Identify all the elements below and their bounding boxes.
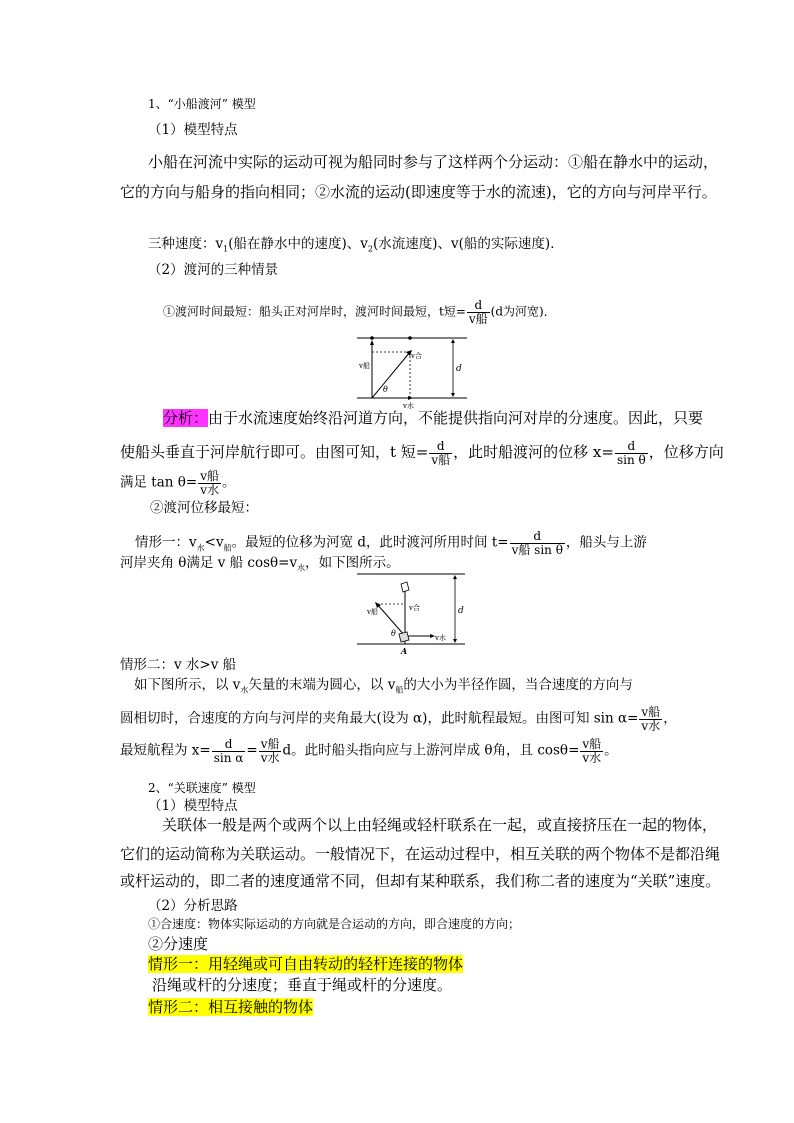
analysis-frac2 — [615, 440, 648, 466]
sit2-text-3a: 最短航程为 x= — [120, 742, 211, 759]
analysis-frac3 — [198, 470, 221, 496]
section1-title: 1、“小船渡河” 模型 — [148, 97, 256, 111]
fig2-label-vboat: v船 — [367, 608, 378, 616]
situation2-line3 — [120, 738, 618, 764]
section2-para-line2: 它们的运动简称为关联运动。一般情况下，在运动过程中，相互关联的两个物体不是都沿绳 — [120, 845, 721, 863]
fig2-label-a: A — [401, 646, 408, 656]
situation2-heading: 情形二：v 水>v 船 — [120, 657, 237, 673]
sit2-text-1b: 矢量的末端为圆心，以 v — [248, 677, 396, 693]
fig2-label-vcomb: v合 — [409, 604, 420, 612]
section2-heading-analysis: （2）分析思路 — [148, 898, 238, 914]
section2-highlight-situation2 — [148, 1000, 313, 1015]
section2-heading-features: （1）模型特点 — [148, 798, 238, 814]
section2-para-line3: 或杆运动的，即二者的速度通常不同，但却有某种联系，我们称二者的速度为“关联”速度。 — [120, 872, 721, 890]
highlight-situation2-text: 情形二：相互接触的物体 — [148, 998, 314, 1016]
sit1-frac — [510, 530, 565, 556]
sit2-frac-cos-num: v船 — [582, 737, 602, 751]
sit2-equals: = — [246, 742, 258, 759]
sit2-text-3b: d。此时船头指向应与上游河岸成 θ角，且 cosθ= — [282, 742, 580, 759]
speeds-sub1: 1 — [223, 244, 229, 254]
analysis-frac3-den: v水 — [200, 482, 219, 497]
sit2-text-3c: 。 — [604, 742, 618, 759]
fig2-label-theta: θ — [391, 629, 396, 638]
analysis-text1: 由于水流速度始终沿河道方向，不能提供指向河对岸的分速度。因此，只要 — [208, 409, 704, 427]
figure-shortest-displacement-diagram — [355, 570, 470, 658]
sit1-frac-den: v船 sin θ — [511, 542, 563, 557]
sit2-text-2b: ， — [663, 710, 677, 727]
analysis-text3a: 满足 tan θ= — [120, 474, 198, 491]
sit1-text-e: 河岸夹角 θ满足 v 船 cosθ=v — [120, 555, 298, 571]
fig1-label-theta: θ — [383, 385, 388, 394]
speeds-text-a: 三种速度：v — [148, 236, 224, 252]
analysis-text2a: 使船头垂直于河岸航行即可。由图可知，t 短= — [120, 443, 429, 462]
situation2-line2 — [120, 706, 677, 732]
analysis-frac3-num: v船 — [200, 469, 219, 483]
analysis-label: 分析： — [163, 409, 209, 427]
fig2-label-vwater: v水 — [435, 634, 446, 642]
section1-heading-cases: （2）渡河的三种情景 — [148, 262, 279, 278]
analysis-text3b: 。 — [221, 474, 236, 491]
analysis-frac1-num: d — [429, 440, 452, 454]
analysis-frac2-num: d — [615, 440, 648, 454]
situation1-line1 — [135, 530, 647, 556]
analysis-line3 — [120, 470, 235, 496]
sit2-frac-x1-num: d — [212, 738, 246, 752]
section2-highlight-situation1 — [148, 957, 463, 972]
sit1-text-a: 情形一：v — [135, 534, 197, 551]
section1-para1-line2: 它的方向与船身的指向相同；②水流的运动(即速度等于水的流速)，它的方向与河岸平行。 — [120, 183, 717, 201]
situation2-line1 — [134, 679, 633, 695]
sit2-frac-sin-num: v船 — [641, 705, 661, 719]
speeds-sub2: 2 — [367, 244, 373, 254]
analysis-text2b: ，此时船渡河的位移 x= — [453, 443, 614, 462]
section2-item-combined-velocity: ①合速度：物体实际运动的方向就是合运动的方向，即合速度的方向； — [148, 917, 521, 931]
fig1-label-d: d — [456, 364, 462, 374]
analysis-frac1-den: v船 — [431, 452, 451, 467]
analysis-frac1 — [429, 440, 452, 466]
sit2-text-2a: 圆相切时，合速度的方向与河岸的夹角最大(设为 α)，此时航程最短。由图可知 sin α= — [120, 710, 639, 727]
sit2-frac-x2 — [259, 738, 282, 764]
speeds-text-c: (水流速度)、v(船的实际速度)． — [373, 236, 564, 252]
case2-heading: ②渡河位移最短： — [150, 500, 258, 516]
analysis-line1 — [163, 411, 703, 426]
sit1-sub2: 船 — [223, 543, 232, 553]
sit1-sub1: 水 — [196, 543, 205, 553]
sit2-frac-x1-den: sin α — [213, 750, 244, 765]
sit2-text-1c: 的大小为半径作圆，当合速度的方向与 — [403, 677, 633, 693]
case1-frac-num: d — [467, 299, 490, 313]
section2-para-line1: 关联体一般是两个或两个以上由轻绳或轻杆联系在一起，或直接挤压在一起的物体， — [162, 816, 718, 834]
sit1-text-d: ，船头与上游 — [565, 534, 647, 551]
case1-text-b: (d为河宽)． — [490, 304, 556, 319]
sit2-frac-x2-num: v船 — [260, 737, 280, 751]
sit1-sub3: 水 — [297, 563, 306, 573]
section1-heading-features: （1）模型特点 — [148, 122, 238, 138]
sit1-text-c: 。最短的位移为河宽 d，此时渡河所用时间 t= — [231, 534, 509, 551]
sit2-frac-cos — [580, 738, 603, 764]
fig2-label-d: d — [458, 606, 464, 616]
sit2-sub1: 水 — [240, 685, 249, 695]
three-speeds-line — [148, 238, 564, 254]
sit2-frac-x1 — [212, 738, 246, 764]
section2-title: 2、“关联速度” 模型 — [148, 781, 256, 795]
figure-shortest-time-diagram — [355, 330, 475, 410]
section1-para1-line1: 小船在河流中实际的运动可视为船同时参与了这样两个分运动：①船在静水中的运动， — [148, 153, 719, 171]
sit1-text-f: ，如下图所示。 — [305, 555, 400, 571]
sit1-frac-num: d — [510, 530, 565, 544]
section2-item-component-velocity: ②分速度 — [148, 935, 209, 953]
sit2-text-1a: 如下图所示，以 v — [134, 677, 241, 693]
case1-line — [163, 299, 556, 325]
analysis-frac2-den: sin θ — [616, 452, 646, 467]
fig1-label-vboat: v船 — [359, 362, 370, 370]
sit1-text-b: <v — [204, 534, 224, 551]
speeds-text-b: (船在静水中的速度)、v — [228, 236, 368, 252]
fig1-label-vcomb: v合 — [411, 352, 422, 360]
sit2-frac-x2-den: v水 — [260, 750, 280, 765]
sit2-frac-sin — [639, 706, 662, 732]
sit2-frac-sin-den: v水 — [641, 718, 661, 733]
sit2-sub2: 船 — [395, 685, 404, 695]
analysis-line2 — [120, 440, 724, 466]
highlight-situation1-text: 情形一：用轻绳或可自由转动的轻杆连接的物体 — [148, 955, 464, 973]
sit2-frac-cos-den: v水 — [582, 750, 602, 765]
fig1-label-vwater: v水 — [403, 402, 414, 410]
case1-frac-den: v船 — [468, 311, 488, 326]
case1-fraction — [467, 299, 490, 325]
case1-text-a: ①渡河时间最短：船头正对河岸时，渡河时间最短，t短= — [163, 304, 466, 319]
analysis-text2c: ，位移方向 — [648, 443, 724, 462]
section2-component-directions: 沿绳或杆的分速度；垂直于绳或杆的分速度。 — [152, 976, 453, 994]
